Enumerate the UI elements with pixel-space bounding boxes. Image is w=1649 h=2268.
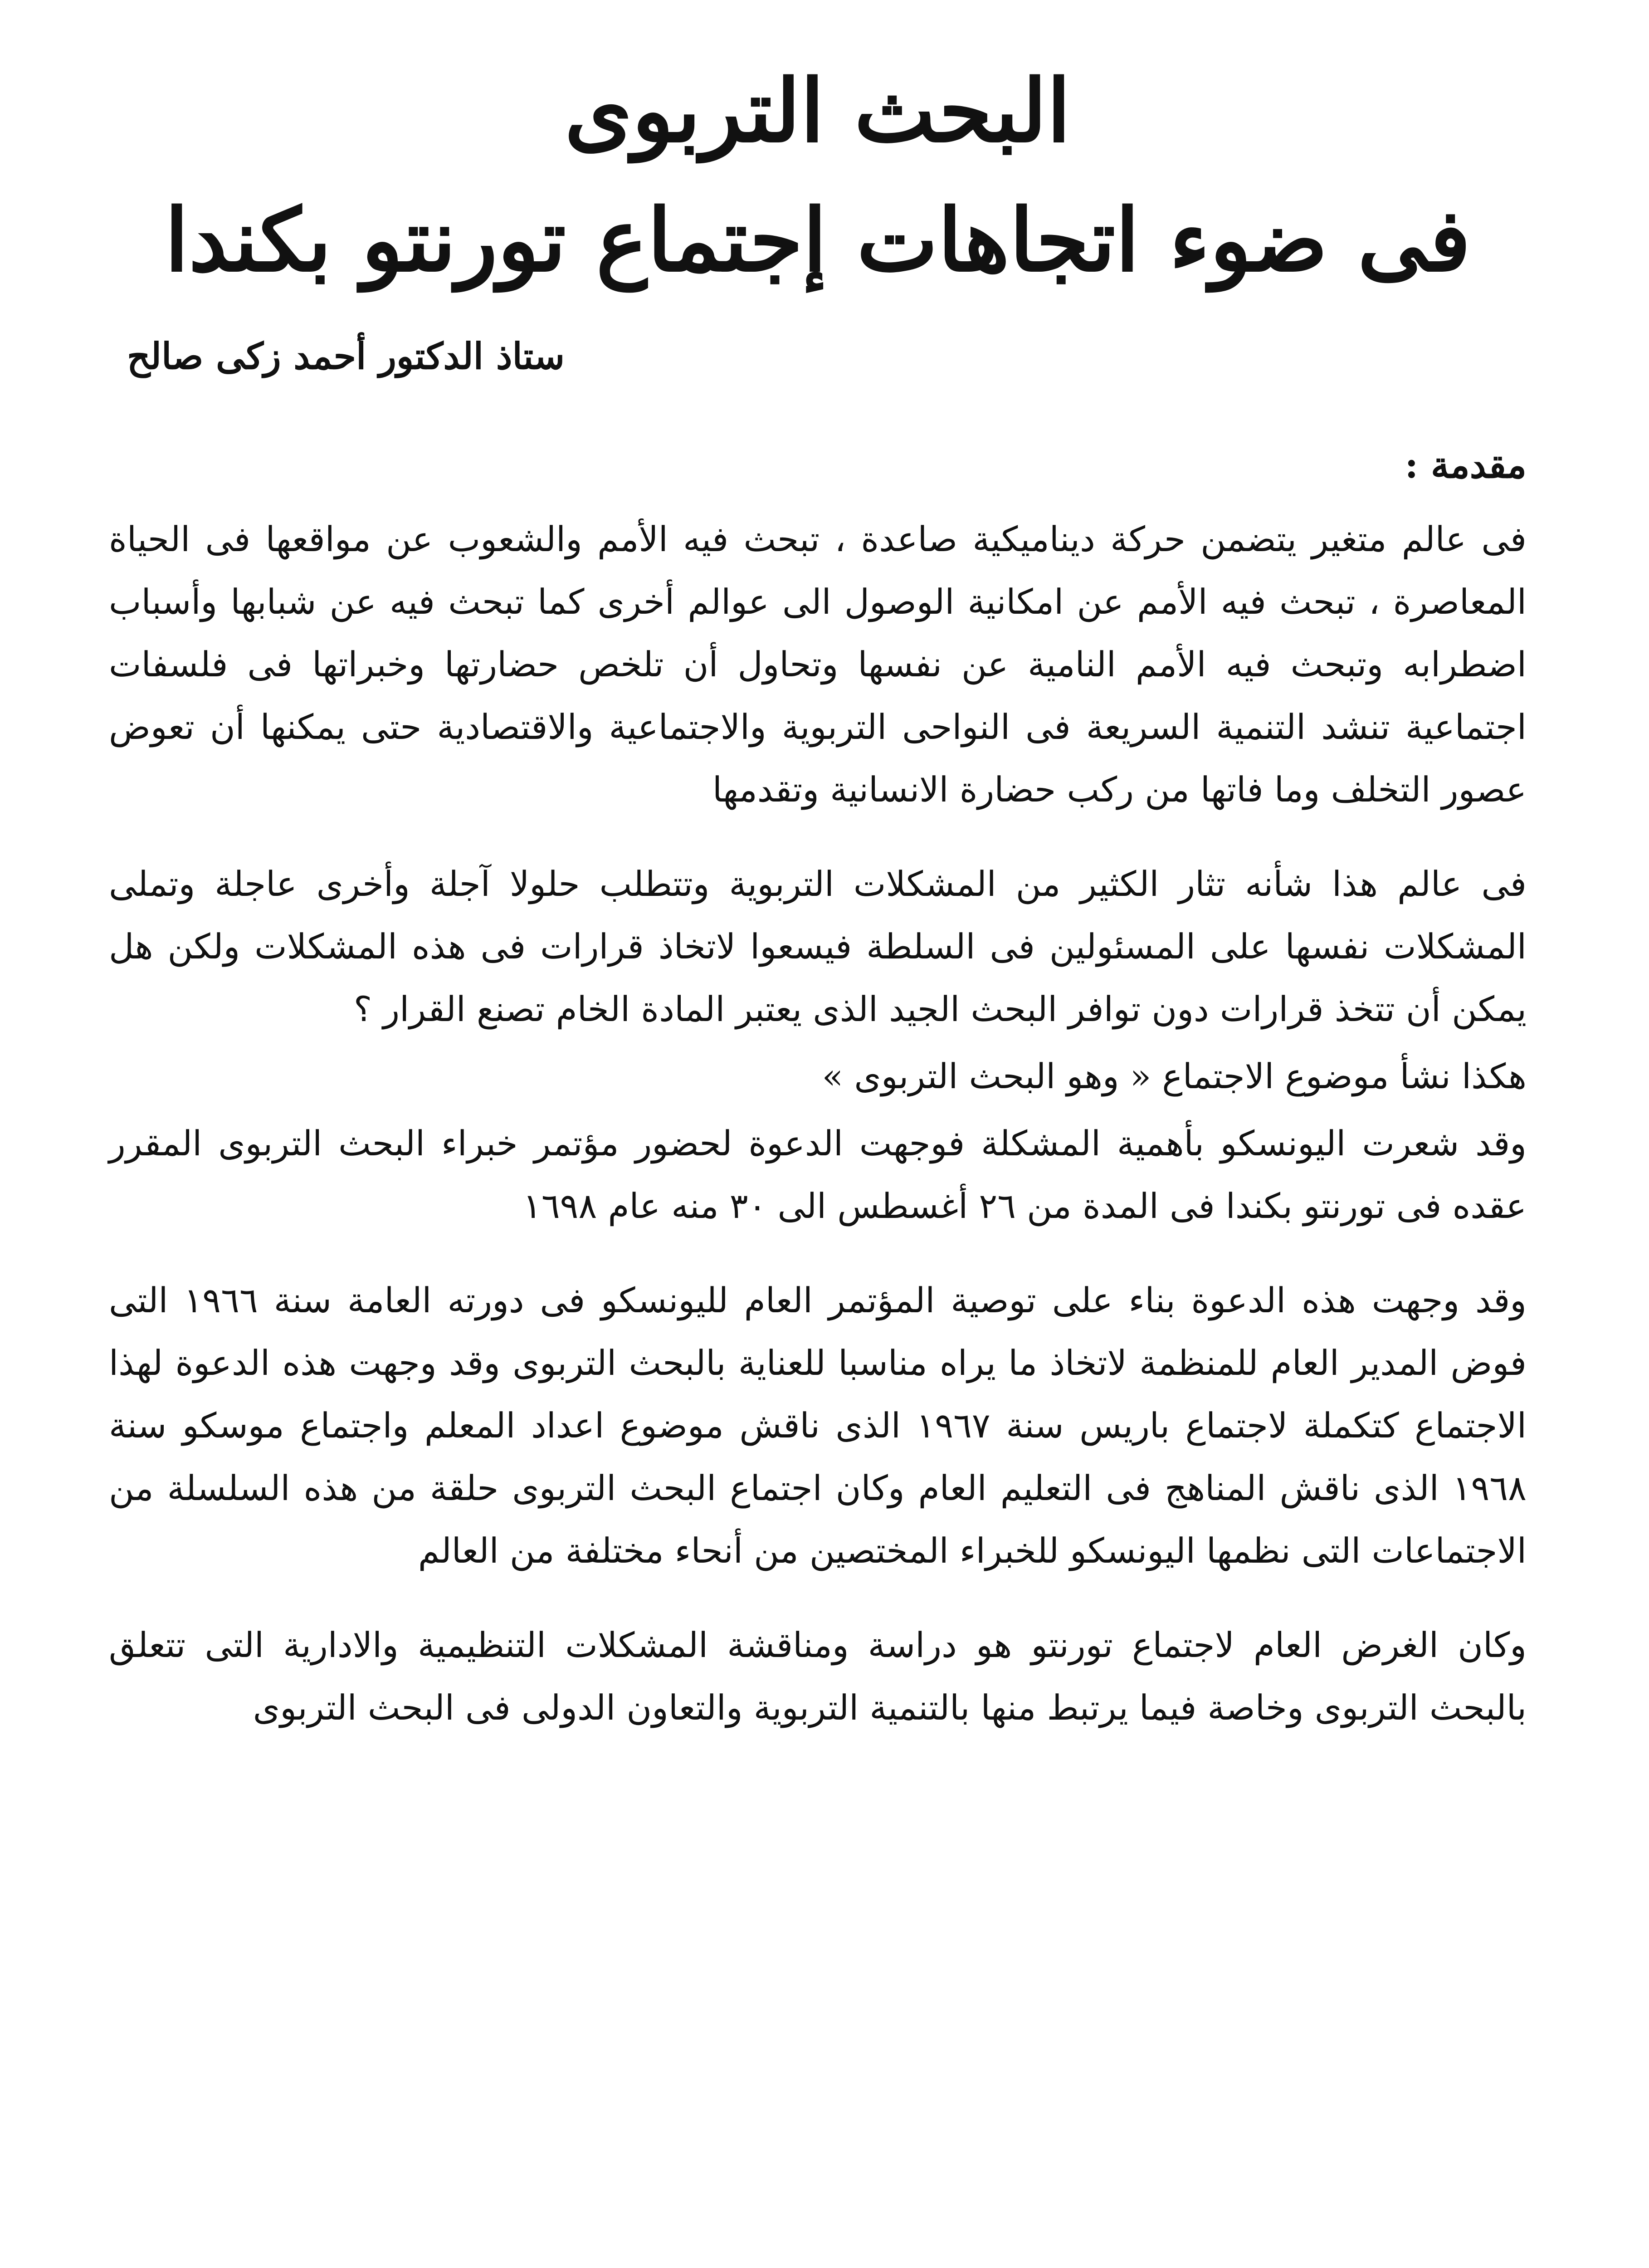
author-line — [109, 322, 1527, 390]
page-title: البحث التربوى — [565, 60, 1071, 161]
paragraph-5: وقد وجهت هذه الدعوة بناء على توصية المؤتمر العام لليونسكو فى دورته العامة سنة ١٩٦٦ التى فوض المدير العام للمنظمة لاتخاذ ما يراه مناسبا للعناية بالبحث التربوى وقد وجهت هذه الدعوة لهذا الاجتماع كتكملة لاجتماع باريس سنة ١٩٦٧ الذى ناقش موضوع اعداد المعلم واجتماع موسكو سنة ١٩٦٨ الذى ناقش المناهج فى التعليم العام وكان اجتماع البحث التربوى حلقة من هذه السلسلة من الاجتماعات التى نظمها اليونسكو للخبراء المختصين من أنحاء مختلفة من العالم — [109, 1280, 1527, 1571]
paragraph-6: وكان الغرض العام لاجتماع تورنتو هو دراسة ومناقشة المشكلات التنظيمية والادارية التى تتعلق بالبحث التربوى وخاصة فيما يرتبط منها بالتنمية التربوية والتعاون الدولى فى البحث التربوى — [109, 1625, 1527, 1728]
section-heading: مقدمة : — [1405, 444, 1527, 486]
author-name: ستاذ الدكتور أحمد زكى صالح — [127, 335, 565, 377]
paragraph-2: فى عالم هذا شأنه تثار الكثير من المشكلات التربوية وتتطلب حلولا آجلة وأخرى عاجلة وتملى المشكلات نفسها على المسئولين فى السلطة فيسعوا لاتخاذ قرارات فى هذه المشكلات ولكن هل يمكن أن تتخذ قرارات دون توافر البحث الجيد الذى يعتبر المادة الخام تصنع القرار ؟ — [109, 864, 1527, 1029]
paragraph-1: فى عالم متغير يتضمن حركة ديناميكية صاعدة ، تبحث فيه الأمم والشعوب عن مواقعها فى الحياة المعاصرة ، تبحث فيه الأمم عن امكانية الوصول الى عوالم أخرى كما تبحث فيه عن شبابها وأسباب اضطرابه وتبحث فيه الأمم النامية عن نفسها وتحاول أن تلخص حضارتها وخبراتها فى فلسفات اجتماعية تنشد التنمية السريعة فى النواحى التربوية والاجتماعية والاقتصادية حتى يمكنها أن تعوض عصور التخلف وما فاتها من ركب حضارة الانسانية وتقدمها — [109, 519, 1527, 810]
paragraph-4: وقد شعرت اليونسكو بأهمية المشكلة فوجهت الدعوة لحضور مؤتمر خبراء البحث التربوى المقرر عقده فى تورنتو بكندا فى المدة من ٢٦ أغسطس الى ٣٠ منه عام ١٦٩٨ — [109, 1123, 1527, 1226]
paragraph-3: هكذا نشأ موضوع الاجتماع « وهو البحث التربوى » — [822, 1056, 1527, 1096]
page-subtitle: فى ضوء اتجاهات إجتماع تورنتو بكندا — [165, 190, 1471, 291]
